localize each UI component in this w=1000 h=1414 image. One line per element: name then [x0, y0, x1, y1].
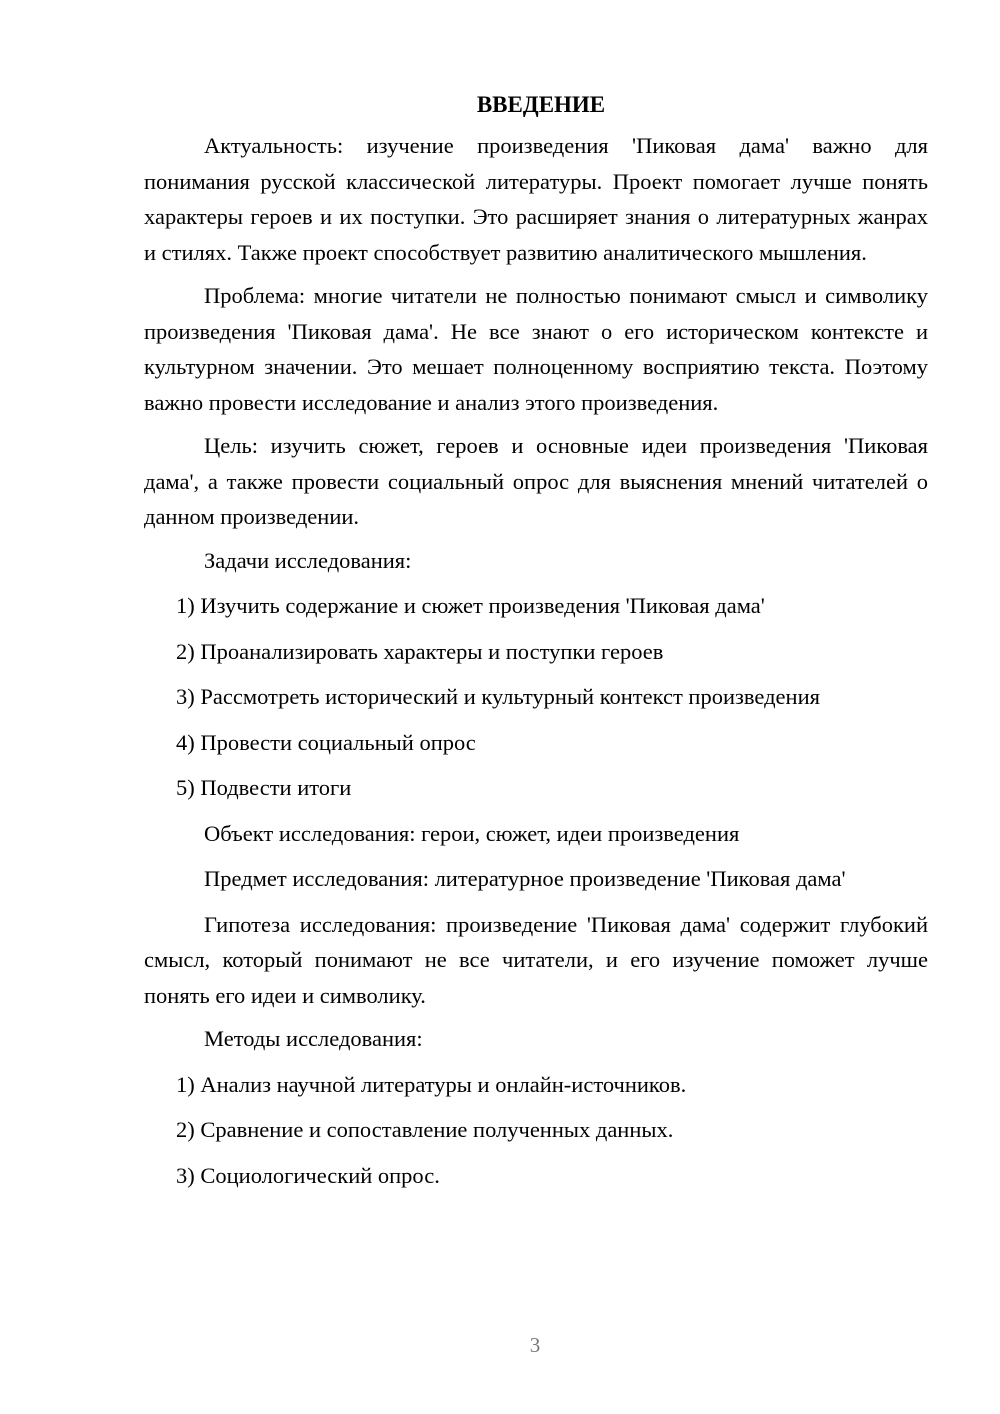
list-item: 2) Сравнение и сопоставление полученных данных. [176, 1117, 674, 1142]
methods-heading: Методы исследования: [204, 1026, 423, 1051]
list-item: 4) Провести социальный опрос [176, 729, 476, 755]
tasks-list [144, 588, 928, 806]
methods-list [144, 1067, 928, 1194]
list-item: 3) Рассмотреть исторический и культурный контекст произведения [176, 684, 820, 709]
problem-paragraph: Проблема: многие читатели не полностью понимают смысл и символику произведения 'Пиковая дама'. Не все знают о его историческом контексте и культурном значении. Это мешает полноценному восприятию текста. Поэтому важно провести исследование и анализ этого произведения. [144, 283, 928, 415]
hypothesis-paragraph: Гипотеза исследования: произведение 'Пиковая дама' содержит глубокий смысл, который понимают не все читатели, и его изучение поможет лучше понять его идеи и символику. [144, 911, 928, 1008]
section-title: ВВЕДЕНИЕ [476, 92, 606, 117]
object-line: Объект исследования: герои, сюжет, идеи произведения [204, 820, 740, 846]
list-item: 1) Анализ научной литературы и онлайн-источников. [176, 1071, 687, 1097]
list-item: 2) Проанализировать характеры и поступки героев [176, 638, 664, 664]
relevance-paragraph: Актуальность: изучение произведения 'Пиковая дама' важно для понимания русской классической литературы. Проект помогает лучше понять характеры героев и их поступки. Это расширяет знания о литературных жанрах и стилях. Также проект способствует развитию аналитического мышления. [144, 133, 928, 265]
subject-line: Предмет исследования: литературное произведение 'Пиковая дама' [204, 866, 846, 891]
tasks-heading: Задачи исследования: [204, 547, 412, 573]
page-number: 3 [529, 1333, 541, 1357]
goal-paragraph: Цель: изучить сюжет, героев и основные идеи произведения 'Пиковая дама', а также провести социальный опрос для выяснения мнений читателей о данном произведении. [144, 433, 928, 529]
list-item: 5) Подвести итоги [176, 775, 352, 800]
list-item: 3) Социологический опрос. [176, 1162, 440, 1188]
page-content [144, 90, 928, 1203]
list-item: 1) Изучить содержание и сюжет произведения 'Пиковая дама' [176, 593, 765, 618]
